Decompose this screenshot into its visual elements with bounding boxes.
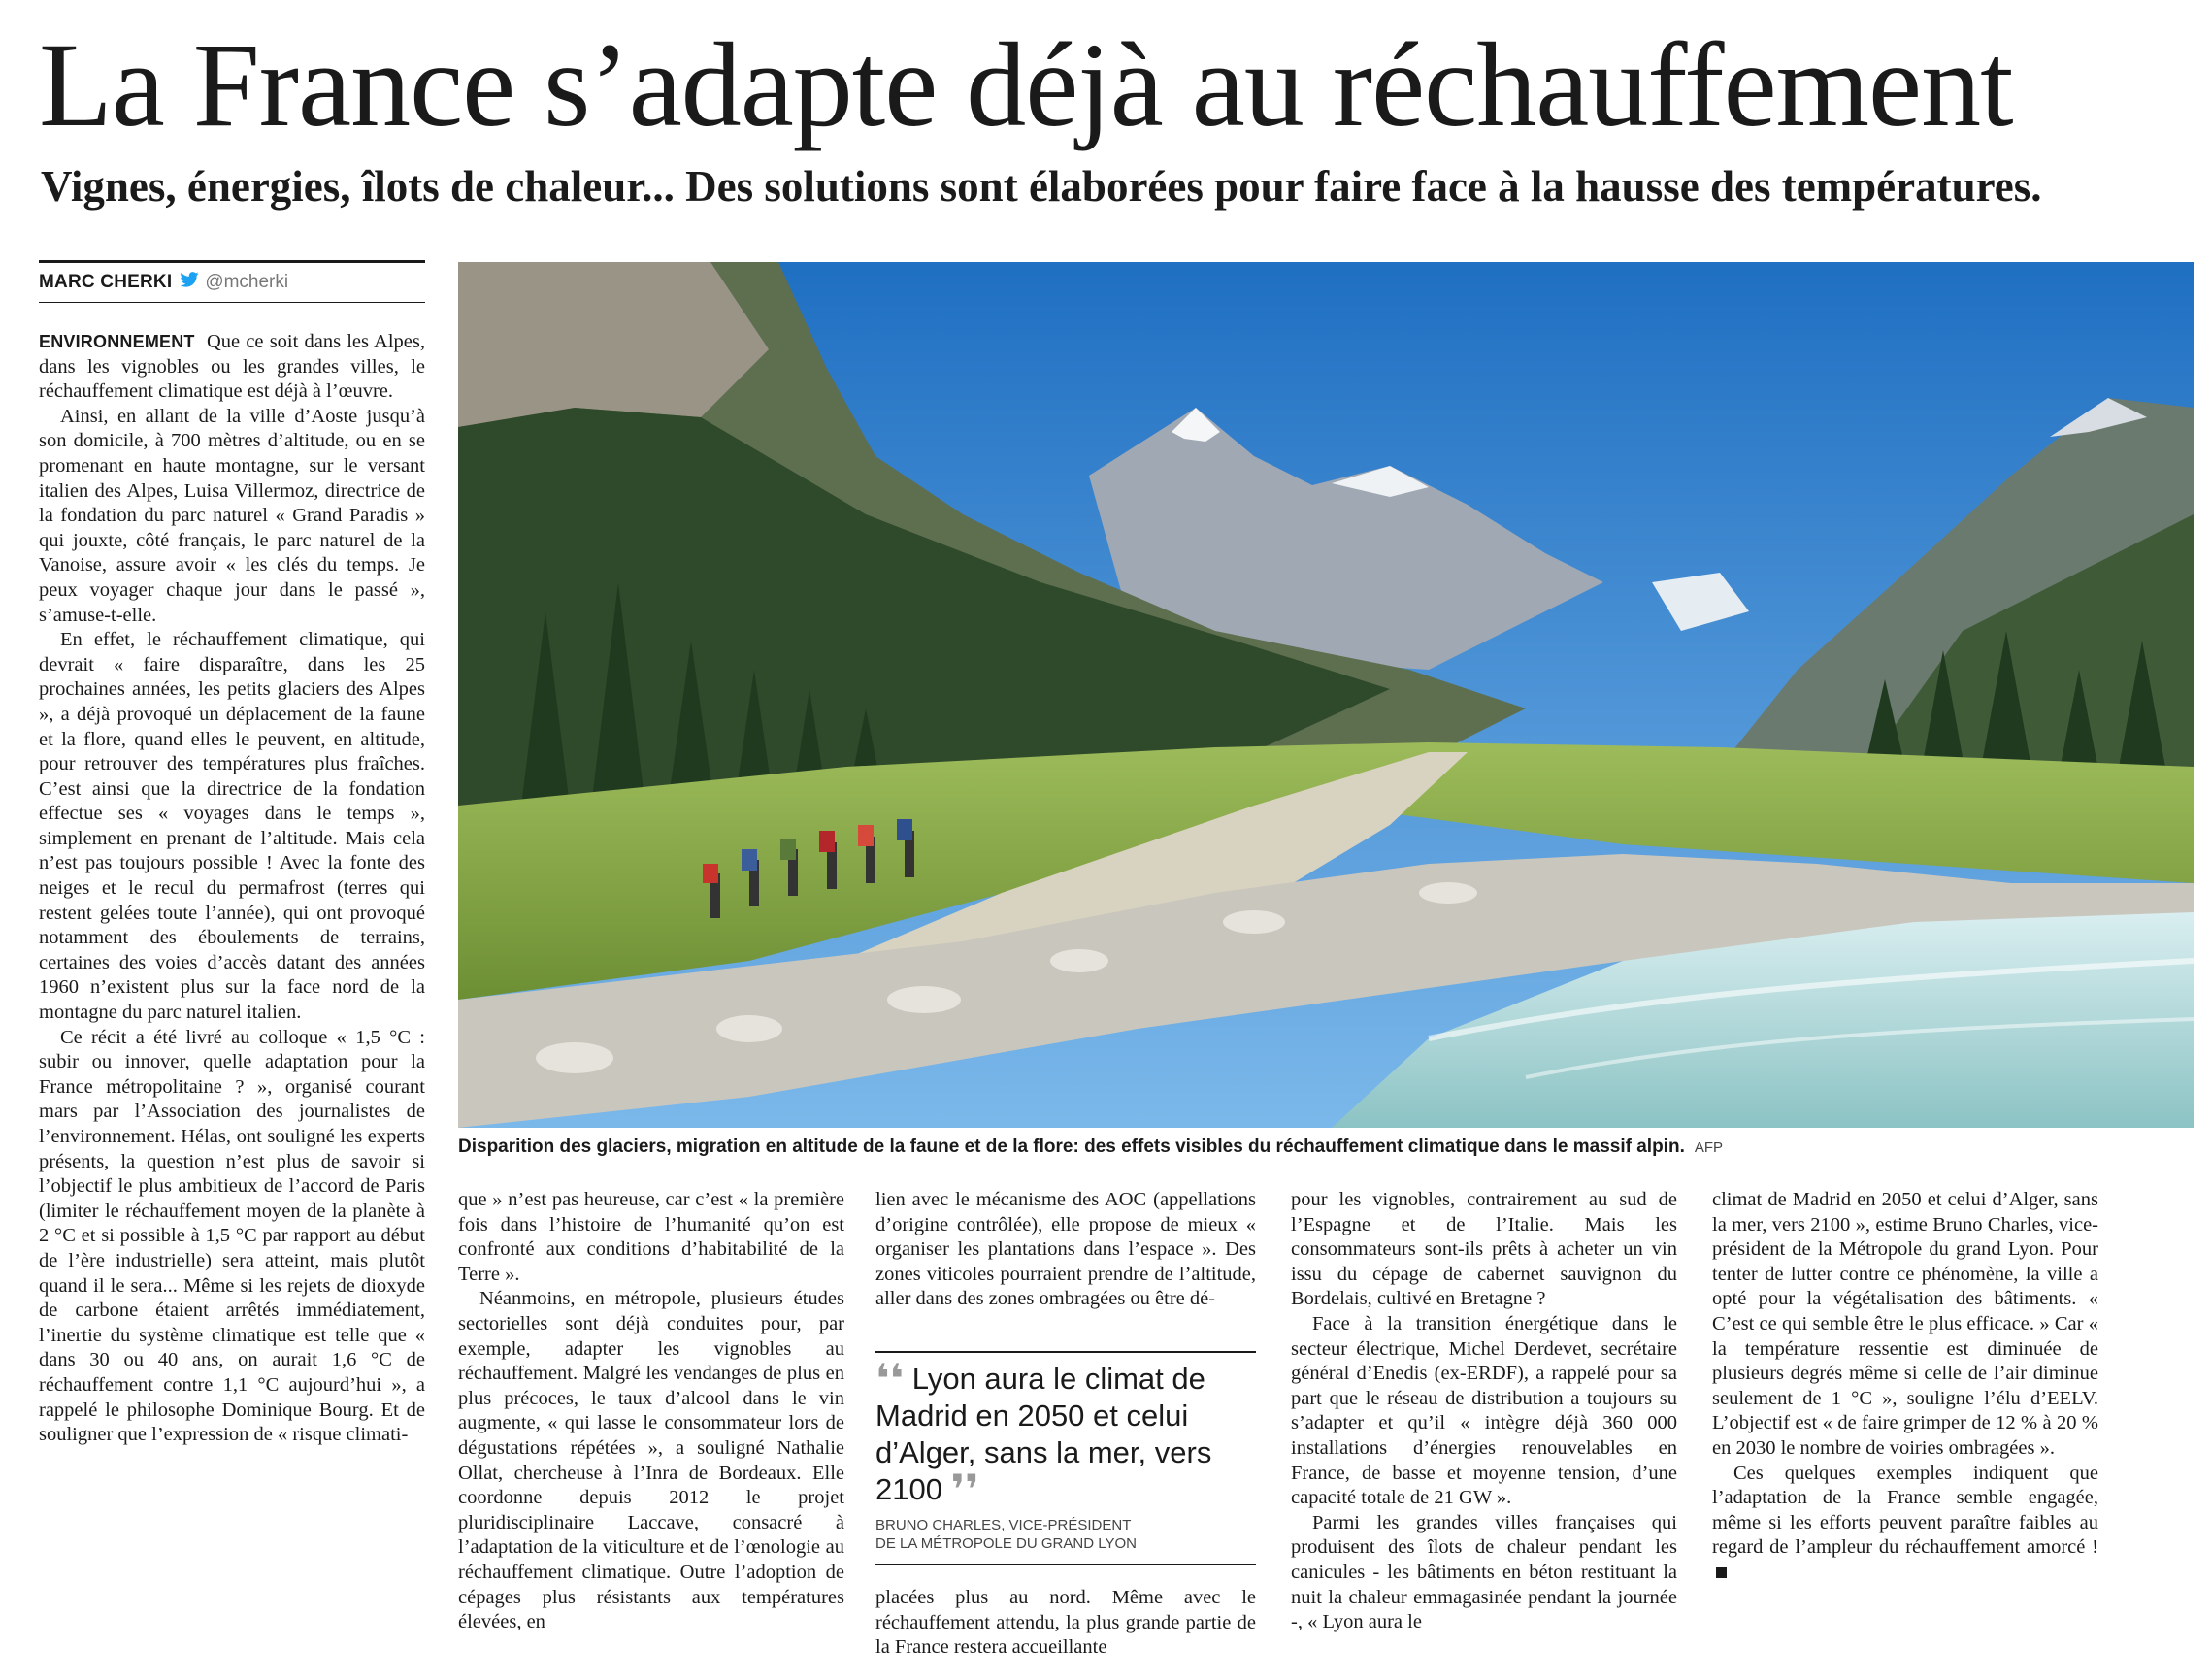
article-column-4 xyxy=(1291,1188,1677,1635)
quote-close-icon: ❜❜ xyxy=(950,1466,979,1512)
paragraph: Ainsi, en allant de la ville d’Aoste jusqu’à son domicile, à 700 mètres d’altitude, ou en se promenant en haute montagne, sur le versant italien des Alpes, Luisa Villermoz, directrice de la fondation du parc naturel « Grand Paradis » qui jouxte, côté français, le parc naturel de la Vanoise, assure avoir « les clés du temps. Je peux voyager chaque jour dans le passé », s’amuse-t-elle. xyxy=(39,405,425,626)
paragraph: climat de Madrid en 2050 et celui d’Alger, sans la mer, vers 2100 », estime Bruno Charles, vice-président de la Métropole du grand Lyon. Pour tenter de lutter contre ce phénomène, la ville a opté pour la végétalisation des bâtiments. « C’est ce qui semble être le plus efficace. » Car « la température ressentie est diminuée de plusieurs degrés même si celle de l’air diminue seulement de 1 °C », souligne l’élu d’EELV. L’objectif est « de faire grimper de 12 % à 20 % en 2030 le nombre de voiries ombragées ». xyxy=(1712,1189,2098,1459)
paragraph: En effet, le réchauffement climatique, qui devrait « faire disparaître, dans les 25 prochaines années, les petits glaciers des Alpes », a déjà provoqué un déplacement de la faune et la flore, quand elles le peuvent, en altitude, pour retrouver des températures plus fraîches. C’est ainsi que la directrice de la fondation effectue ses « voyages dans le temps », simplement en prenant de l’altitude. Mais cela n’est pas toujours possible ! Avec la fonte des neiges et le recul du permafrost (terres qui restent gelées toute l’année), qui ont provoqué notamment des éboulements de terrains, certaines des voies d’accès datant des années 1960 n’existent plus sur la face nord de la montagne du parc naturel italien. xyxy=(39,629,425,1024)
source-line: BRUNO CHARLES, VICE-PRÉSIDENT xyxy=(875,1517,1132,1533)
byline xyxy=(39,260,425,303)
end-square-icon xyxy=(1716,1567,1727,1578)
kicker-label: ENVIRONNEMENT xyxy=(39,332,195,351)
twitter-handle[interactable]: @mcherki xyxy=(205,272,289,292)
article-column-3 xyxy=(875,1188,1256,1312)
paragraph xyxy=(39,330,425,405)
article-photo xyxy=(458,262,2194,1128)
source-line: DE LA MÉTROPOLE DU GRAND LYON xyxy=(875,1535,1137,1552)
quote-open-icon: ❛❛ xyxy=(875,1356,905,1401)
paragraph: Parmi les grandes villes françaises qui produisent des îlots de chaleur pendant les canicules - les bâtiments en béton restituant la nuit la chaleur emmagasinée pendant la journée -, « Lyon aura le xyxy=(1291,1511,1677,1633)
paragraph: placées plus au nord. Même avec le réchauffement attendu, la plus grande partie de la France restera accueillante xyxy=(875,1587,1256,1659)
photo-caption xyxy=(458,1136,2194,1160)
paragraph: Néanmoins, en métropole, plusieurs études sectorielles sont déjà conduites pour, par exemple, adapter les vignobles au réchauffement. Malgré les vendanges de plus en plus précoces, le taux d’alcool dans le vin augmente, « qui lasse le consommateur lors de dégustations répétées », a souligné Nathalie Ollat, chercheuse à l’Inra de Bordeaux. Elle coordonne depuis 2012 le projet pluridisciplinaire Laccave, consacré à l’adaptation de la viticulture et de l’œnologie au réchauffement climatique. Outre l’adoption de cépages plus résistants aux températures élevées, en xyxy=(458,1288,844,1633)
pull-quote xyxy=(875,1351,1256,1565)
paragraph-text: Que ce soit dans les Alpes, dans les vignobles ou les grandes villes, le réchauffement climatique est déjà à l’œuvre. xyxy=(39,331,426,403)
headline: La France s’adapte déjà au réchauffement xyxy=(39,18,2013,151)
paragraph: pour les vignobles, contrairement au sud de l’Espagne et de l’Italie. Mais les consommateurs sont-ils prêts à acheter un vin issu du cépage de cabernet sauvignon du Bordelais, cultivé en Bretagne ? xyxy=(1291,1189,1677,1310)
article-column-3-bottom xyxy=(875,1586,1256,1661)
paragraph: Ce récit a été livré au colloque « 1,5 °C : subir ou innover, quelle adaptation pour la France métropolitaine ? », organisé courant mars par l’Association des journalistes de l’environnement. Hélas, ont souligné les experts présents, la question n’est plus de savoir si l’objectif le plus ambitieux de l’accord de Paris (limiter le réchauffement moyen de la planète à 2 °C et si possible à 1,5 °C par rapport au début de l’ère industrielle) sera atteint, mais plutôt quand il le sera... Même si les rejets de dioxyde de carbone étaient arrêtés immédiatement, l’inertie du système climatique est telle que « dans 30 ou 40 ans, on aurait 1,6 °C de réchauffement contre 1,1 °C aujourd’hui », a rappelé le philosophe Dominique Bourg. Et de souligner que l’expression de « risque climati- xyxy=(39,1026,425,1446)
paragraph: que » n’est pas heureuse, car c’est « la première fois dans l’histoire de l’humanité qu’on est confronté aux conditions d’habitabilité de la Terre ». xyxy=(458,1189,844,1285)
paragraph xyxy=(1712,1462,2098,1586)
twitter-bird-icon xyxy=(180,272,199,293)
article-column-1 xyxy=(39,330,425,1448)
author-name: MARC CHERKI xyxy=(39,272,173,292)
paragraph: lien avec le mécanisme des AOC (appellations d’origine contrôlée), elle propose de mieux « organiser les plantations dans l’espace ». Des zones viticoles pourraient prendre de l’altitude, aller dans des zones ombragées ou être dé- xyxy=(875,1189,1256,1310)
article-column-5 xyxy=(1712,1188,2098,1586)
pull-quote-text xyxy=(875,1356,1256,1512)
paragraph: Face à la transition énergétique dans le secteur électrique, Michel Derdevet, secrétaire général d’Enedis (ex-ERDF), a rappelé pour sa part que le réseau de distribution a toujours su s’adapter et qu’il « intègre déjà 360 000 installations d’énergies renouvelables en France, de basse et moyenne tension, d’une capacité totale de 21 GW ». xyxy=(1291,1312,1677,1509)
photo-credit: AFP xyxy=(1694,1139,1724,1156)
quote-body: Lyon aura le climat de Madrid en 2050 et celui d’Alger, sans la mer, vers 2100 xyxy=(875,1362,1212,1506)
caption-text: Disparition des glaciers, migration en altitude de la faune et de la flore: des effets visibles du réchauffement climatique dans le massif alpin. xyxy=(458,1136,1685,1157)
article-column-2 xyxy=(458,1188,844,1635)
paragraph-text: Ces quelques exemples indiquent que l’adaptation de la France semble engagée, même si les efforts peuvent paraître faibles au regard de l’ampleur du réchauffement amorcé ! xyxy=(1712,1462,2098,1559)
pull-quote-source xyxy=(875,1516,1256,1553)
subhead: Vignes, énergies, îlots de chaleur... Des solutions sont élaborées pour faire face à la hausse des températures. xyxy=(41,162,2042,211)
